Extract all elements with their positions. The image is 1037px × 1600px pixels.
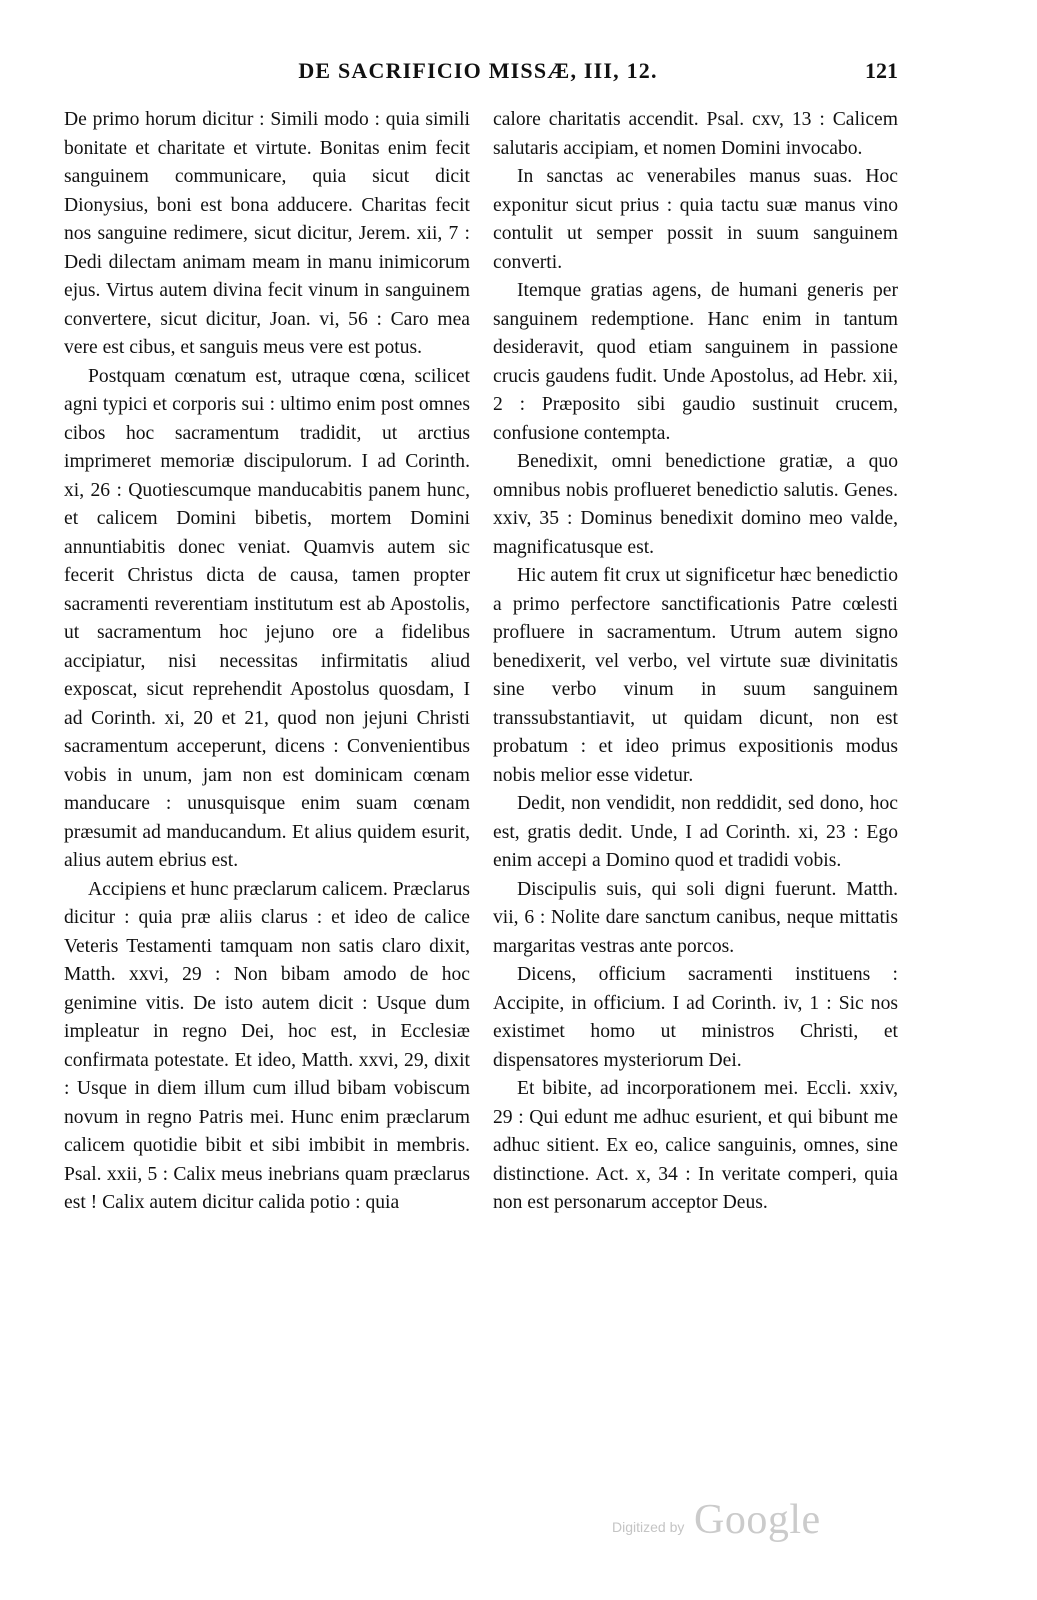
paragraph: Et bibite, ad incorporationem mei. Eccli. xxiv, 29 : Qui edunt me adhuc esurient, et qui bibunt me adhuc sitient. Ex eo, calice sanguinis, omnes, sine distinctione. Act. x, 34 : In veritate comperi, quia non est personarum acceptor Deus. [493, 1078, 898, 1213]
paragraph: Discipulis suis, qui soli digni fuerunt. Matth. vii, 6 : Nolite dare sanctum canibus, neque mittatis margaritas vestras ante porcos. [493, 878, 898, 957]
paragraph: Dicens, officium sacramenti instituens : Accipite, in officium. I ad Corinth. iv, 1 : Sic nos existimet homo ut ministros Christi, et dispensatores mysteriorum Dei. [493, 964, 898, 1071]
paragraph: Dedit, non vendidit, non reddidit, sed dono, hoc est, gratis dedit. Unde, I ad Corinth. xi, 23 : Ego enim accepi a Domino quod et tradidi vobis. [493, 793, 898, 871]
google-logo: Google [694, 1497, 821, 1543]
left-column [64, 106, 470, 1218]
paragraph: calore charitatis accendit. Psal. cxv, 13 : Calicem salutaris accipiam, et nomen Domini invocabo. [493, 109, 898, 159]
running-title: DE SACRIFICIO MISSÆ, III, 12. [298, 58, 658, 83]
paragraph: Hic autem fit crux ut significetur hæc benedictio a primo perfectore sanctificationis Patre cœlesti profluere in sacramentum. Utrum autem signo benedixerit, vel verbo, vel virtute suæ divinitatis sine verbo vinum in suum sanguinem transsubstantiavit, ut quidam dicunt, non est probatum : et ideo primus expositionis modus nobis melior esse videtur. [493, 565, 898, 786]
watermark-caption: Digitized by [612, 1519, 685, 1535]
paragraph: Postquam cœnatum est, utraque cœna, scilicet agni typici et corporis sui : ultimo enim post omnes cibos hoc sacramentum tradidit, ut arctius imprimeret memoriæ discipulorum. I ad Corinth. xi, 26 : Quotiescumque manducabitis panem hunc, et calicem Domini bibetis, mortem Domini annuntiabitis donec veniat. Quamvis autem sic fecerit Christus dicta de causa, tamen propter sacramenti reverentiam institutum est ab Apostolis, ut sacramentum hoc jejuno ore a fidelibus accipiatur, nisi necessitas infirmitatis aliud exposcat, sicut reprehendit Apostolus quosdam, I ad Corinth. xi, 20 et 21, quod non jejuni Christi sacramentum acceperunt, dicens : Convenientibus vobis in unum, jam non est dominicam cœnam manducare : unusquisque enim suam cœnam præsumit ad manducandum. Et alius quidem esurit, alius autem ebrius est. [64, 365, 470, 871]
page-header [58, 58, 898, 98]
digitized-watermark [612, 1496, 832, 1546]
paragraph: Accipiens et hunc præclarum calicem. Præclarus dicitur : quia præ aliis clarus : et ideo de calice Veteris Testamenti tamquam non satis claro dixit, Matth. xxvi, 29 : Non bibam amodo de hoc genimine vitis. De isto autem dicit : Usque dum impleatur in regno Dei, hoc est, in Ecclesiæ confirmata potestate. Et ideo, Matth. xxvi, 29, dixit : Usque in diem illum cum illud bibam vobiscum novum in regno Patris mei. Hunc enim præclarum calicem quotidie bibit et sibi imbibit in membris. Psal. xxii, 5 : Calix meus inebrians quam præclarus est ! Calix autem dicitur calida potio : quia [64, 878, 470, 1213]
page-number: 121 [865, 58, 898, 83]
paragraph: Itemque gratias agens, de humani generis per sanguinem redemptione. Hanc enim in tantum desideravit, quod etiam sanguinem in passione crucis gaudens fudit. Unde Apostolus, ad Hebr. xii, 2 : Præposito sibi gaudio sustinuit crucem, confusione contempta. [493, 280, 898, 444]
right-column [493, 106, 898, 1218]
paragraph: De primo horum dicitur : Simili modo : quia simili bonitate et charitate et virtute. Bonitas enim fecit sanguinem communicare, quia sicut dicit Dionysius, boni est bona adducere. Charitas fecit nos sanguine redimere, sicut dicitur, Jerem. xii, 7 : Dedi dilectam animam meam in manu inimicorum ejus. Virtus autem divina fecit vinum in sanguinem convertere, sicut dicitur, Joan. vi, 56 : Caro mea vere est cibus, et sanguis meus vere est potus. [64, 109, 470, 358]
paragraph: In sanctas ac venerabiles manus suas. Hoc exponitur sicut prius : quia tactu suæ manus vino contulit ut semper possit in suum sanguinem converti. [493, 166, 898, 273]
paragraph: Benedixit, omni benedictione gratiæ, a quo omnibus nobis proflueret benedictio salutis. Genes. xxiv, 35 : Dominus benedixit domino meo valde, magnificatusque est. [493, 451, 898, 558]
